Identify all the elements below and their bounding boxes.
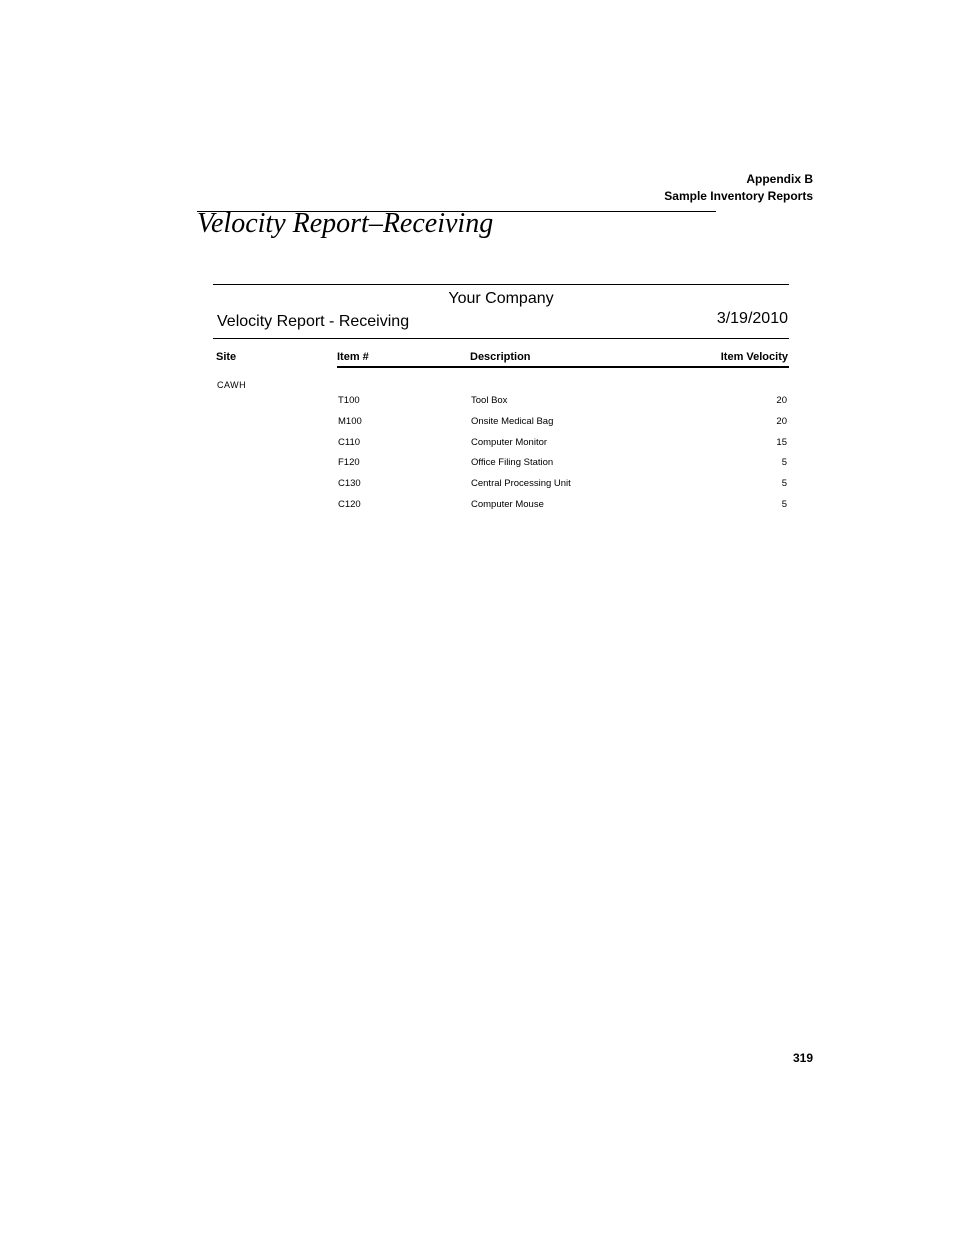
report-top-rule — [213, 284, 789, 285]
item-description: Onsite Medical Bag — [471, 415, 554, 427]
item-velocity: 5 — [781, 457, 787, 469]
column-header-description: Description — [470, 351, 531, 363]
item-number: T100 — [338, 395, 360, 406]
item-velocity: 20 — [776, 395, 787, 406]
item-description: Computer Monitor — [471, 436, 548, 448]
site-group-label: CAWH — [217, 380, 247, 390]
report-date: 3/19/2010 — [716, 310, 788, 327]
column-header-velocity: Item Velocity — [720, 351, 788, 363]
report-header-rule — [213, 338, 789, 339]
column-header-item: Item # — [337, 351, 369, 363]
running-head-appendix: Appendix B — [746, 172, 813, 186]
item-velocity: 5 — [781, 478, 787, 490]
item-velocity: 5 — [781, 498, 787, 510]
table-row — [213, 416, 789, 437]
item-description: Office Filing Station — [471, 457, 554, 469]
table-row — [213, 499, 789, 520]
report-rows — [213, 395, 789, 520]
item-description: Computer Mouse — [471, 498, 544, 510]
running-head-chapter: Sample Inventory Reports — [664, 189, 813, 203]
item-velocity: 15 — [776, 436, 787, 448]
item-number: M100 — [338, 415, 362, 427]
table-row — [213, 457, 789, 478]
item-velocity: 20 — [776, 415, 787, 427]
page-number: 319 — [792, 1051, 813, 1065]
table-row — [213, 395, 789, 416]
table-row — [213, 437, 789, 458]
column-header-rule — [337, 366, 789, 368]
table-row — [213, 478, 789, 499]
report-title: Velocity Report - Receiving — [217, 313, 410, 330]
item-description: Central Processing Unit — [471, 478, 571, 490]
item-description: Tool Box — [471, 395, 508, 406]
company-name: Your Company — [448, 290, 554, 307]
item-number: C110 — [338, 436, 361, 448]
running-head — [664, 171, 813, 205]
section-title: Velocity Report–Receiving — [197, 208, 494, 239]
item-number: C130 — [338, 478, 361, 490]
item-number: F120 — [338, 457, 360, 469]
item-number: C120 — [338, 498, 361, 510]
column-header-site: Site — [216, 351, 237, 363]
